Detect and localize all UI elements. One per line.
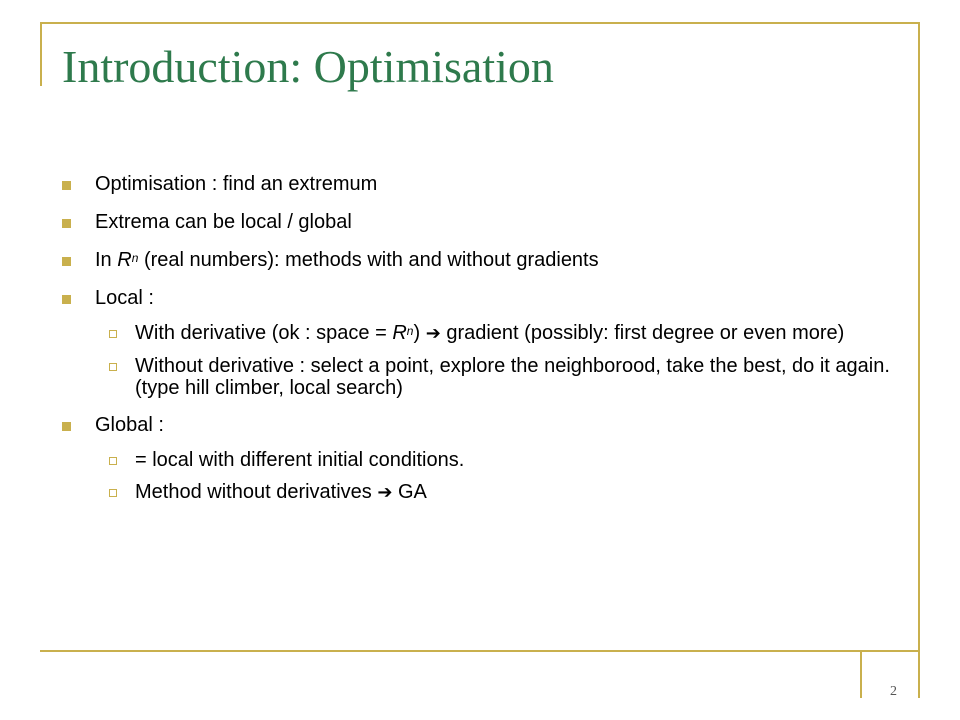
math-variable: R — [117, 249, 132, 271]
bullet-text-suffix: (real numbers): methods with and without gradients — [138, 249, 599, 271]
frame-right-line — [918, 22, 920, 698]
slide-title: Introduction: Optimisation — [62, 41, 554, 92]
sub-bullet-list — [95, 449, 902, 504]
right-arrow-icon: ➔ — [425, 323, 441, 344]
math-superscript: n — [406, 324, 414, 338]
math-superscript: n — [131, 251, 139, 265]
hollow-square-bullet-icon — [109, 489, 117, 497]
square-bullet-icon — [62, 422, 71, 431]
square-bullet-icon — [62, 295, 71, 304]
bullet-item-rn — [62, 248, 902, 272]
sub-bullet-text: Without derivative : select a point, explore the neighborood, take the best, do it again. (type hill climber, local search) — [135, 355, 890, 399]
bullet-item-extrema — [62, 210, 902, 234]
math-variable: R — [392, 322, 407, 344]
square-bullet-icon — [62, 257, 71, 266]
sub-bullet-item-with-derivative — [95, 322, 902, 345]
frame-left-line — [40, 22, 42, 86]
square-bullet-icon — [62, 181, 71, 190]
sub-bullet-item-ga — [95, 481, 902, 504]
hollow-square-bullet-icon — [109, 457, 117, 465]
page-number: 2 — [890, 684, 897, 699]
sub-bullet-text: = local with different initial conditions. — [135, 449, 465, 471]
square-bullet-icon — [62, 219, 71, 228]
sub-bullet-item-initial-conditions — [95, 449, 902, 471]
hollow-square-bullet-icon — [109, 363, 117, 371]
frame-footer-divider — [860, 650, 862, 698]
slide-content — [62, 172, 902, 518]
bullet-text: Extrema can be local / global — [95, 211, 352, 233]
bullet-text: Optimisation : find an extremum — [95, 173, 378, 195]
sub-bullet-text-suffix: GA — [392, 481, 427, 503]
frame-top-line — [40, 22, 920, 24]
hollow-square-bullet-icon — [109, 330, 117, 338]
right-arrow-icon: ➔ — [377, 482, 393, 503]
sub-bullet-list — [95, 322, 902, 399]
bullet-item-local — [62, 286, 902, 399]
bullet-text: Global : — [95, 414, 164, 436]
sub-bullet-item-without-derivative — [95, 355, 902, 399]
sub-bullet-text-suffix: gradient (possibly: first degree or even more) — [440, 322, 845, 344]
bullet-text-prefix: In — [95, 249, 118, 271]
bullet-list — [62, 172, 902, 504]
bullet-item-optimisation — [62, 172, 902, 196]
bullet-text: Local : — [95, 287, 154, 309]
sub-bullet-text-close: ) — [413, 322, 426, 344]
frame-bottom-line — [40, 650, 920, 652]
sub-bullet-text-prefix: With derivative (ok : space = — [135, 322, 393, 344]
sub-bullet-text-prefix: Method without derivatives — [135, 481, 378, 503]
bullet-item-global — [62, 413, 902, 504]
